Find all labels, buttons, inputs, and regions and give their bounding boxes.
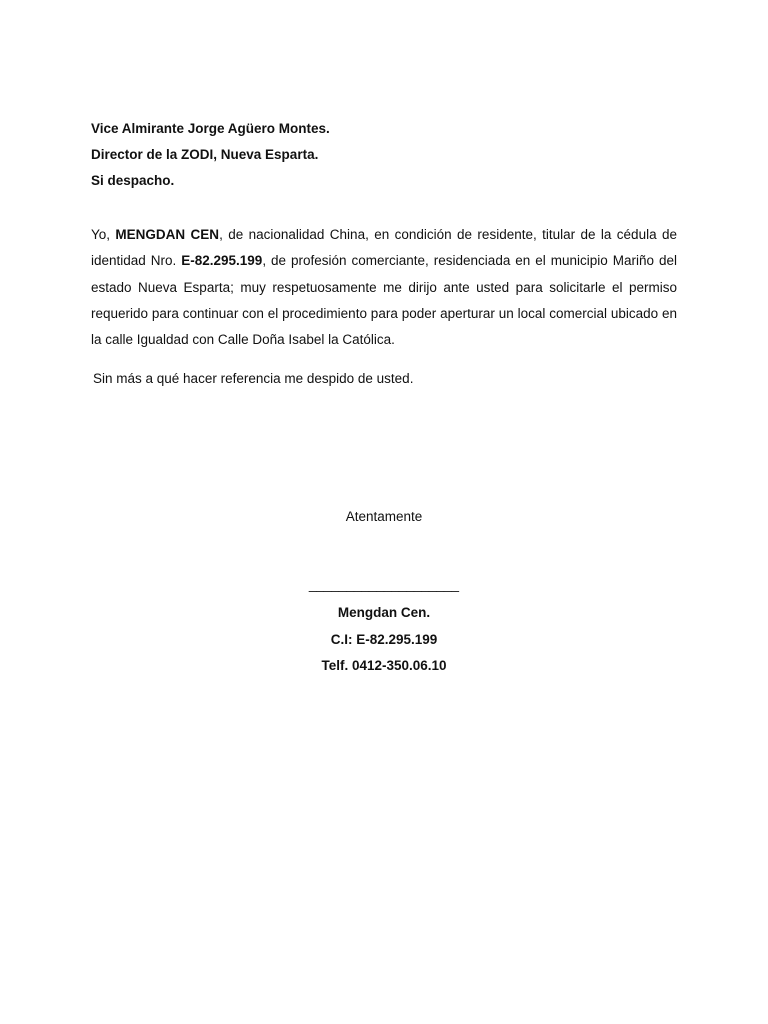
signer-id: C.I: E-82.295.199 [330, 631, 438, 647]
signer-block [0, 600, 768, 680]
recipient-title: Director de la ZODI, Nueva Esparta. [91, 147, 319, 162]
signature-line: ____________________ [308, 577, 460, 592]
applicant-name: MENGDAN CEN [115, 227, 220, 242]
recipient-salutation: Si despacho. [91, 173, 175, 188]
body-text-2: , de profesión comerciante, residenciada en el municipio Mariño del estado Nueva Esparta; muy respetuosamente me dirijo ante usted para solicitarle el permiso requerido para continuar con el procedimiento para poder aperturar un local comercial ubicado en la calle Igualdad con Calle Doña Isabel la Católica. [91, 253, 677, 348]
signer-phone: Telf. 0412-350.06.10 [321, 658, 447, 673]
closing-sentence: Sin más a qué hacer referencia me despido de usted. [93, 371, 414, 386]
body-paragraph [91, 222, 677, 353]
farewell: Atentamente [345, 509, 423, 524]
body-text-1: , de nacionalidad China, en condición de residente, titular de la cédula de identidad Nro. [91, 227, 677, 269]
body-prefix: Yo, [91, 227, 116, 242]
recipient-name: Vice Almirante Jorge Agüero Montes. [91, 121, 330, 136]
applicant-id-number: E-82.295.199 [181, 253, 263, 269]
recipient-block [91, 116, 681, 194]
signer-name: Mengdan Cen. [337, 605, 431, 620]
